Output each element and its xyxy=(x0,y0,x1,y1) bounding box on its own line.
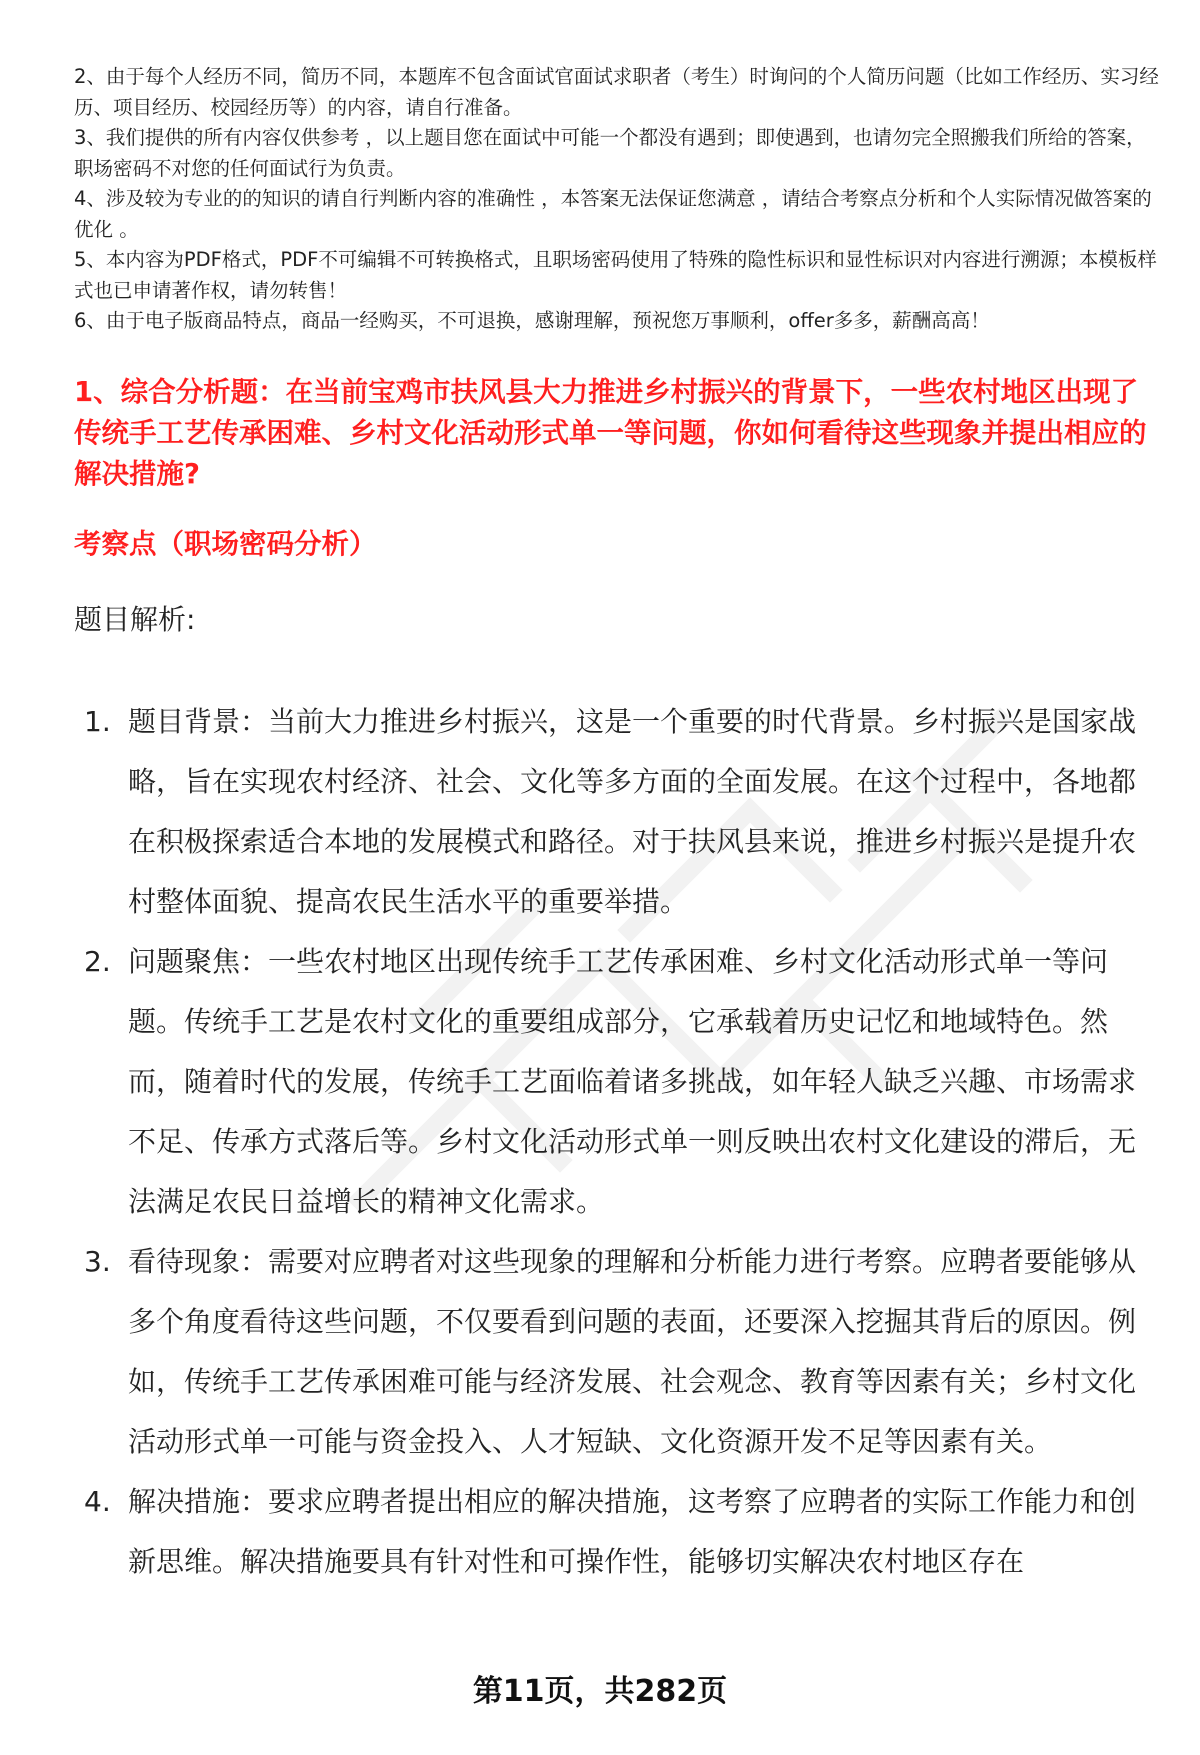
list-item xyxy=(74,1232,1160,1472)
analysis-heading: 题目解析: xyxy=(74,603,196,636)
analysis-list xyxy=(74,692,1160,1592)
list-item-number: 1. xyxy=(84,705,111,738)
list-item-text: 看待现象：需要对应聘者对这些现象的理解和分析能力进行考察。应聘者要能够从多个角度看待这些问题，不仅要看到问题的表面，还要深入挖掘其背后的原因。例如，传统手工艺传承困难可能与经济发展、社会观念、教育等因素有关；乡村文化活动形式单一可能与资金投入、人才短缺、文化资源开发不足等因素有关。 xyxy=(128,1245,1137,1458)
list-item-number: 4. xyxy=(84,1485,111,1518)
note-item: 3、我们提供的所有内容仅供参考 ，以上题目您在面试中可能一个都没有遇到；即使遇到，也请勿完全照搬我们所给的答案，职场密码不对您的任何面试行为负责。 xyxy=(74,126,1146,180)
note-item: 5、本内容为PDF格式，PDF不可编辑不可转换格式，且职场密码使用了特殊的隐性标识和显性标识对内容进行溯源；本模板样式也已申请著作权，请勿转售！ xyxy=(74,248,1157,302)
list-item xyxy=(74,932,1160,1232)
note-item: 6、由于电子版商品特点，商品一经购买，不可退换，感谢理解，预祝您万事顺利，offer多多，薪酬高高！ xyxy=(74,309,990,332)
list-item-text: 问题聚焦：一些农村地区出现传统手工艺传承困难、乡村文化活动形式单一等问题。传统手工艺是农村文化的重要组成部分，它承载着历史记忆和地域特色。然而，随着时代的发展，传统手工艺面临着诸多挑战，如年轻人缺乏兴趣、市场需求不足、传承方式落后等。乡村文化活动形式单一则反映出农村文化建设的滞后，无法满足农民日益增长的精神文化需求。 xyxy=(128,945,1137,1218)
note-item: 2、由于每个人经历不同，简历不同，本题库不包含面试官面试求职者（考生）时询问的个人简历问题（比如工作经历、实习经历、项目经历、校园经历等）的内容，请自行准备。 xyxy=(74,65,1159,119)
list-item xyxy=(74,1472,1160,1592)
list-item xyxy=(74,692,1160,932)
list-item-number: 3. xyxy=(84,1245,111,1278)
disclaimer-notes xyxy=(74,62,1164,337)
list-item-text: 解决措施：要求应聘者提出相应的解决措施，这考察了应聘者的实际工作能力和创新思维。解决措施要具有针对性和可操作性，能够切实解决农村地区存在 xyxy=(128,1485,1137,1578)
note-item: 4、涉及较为专业的的知识的请自行判断内容的准确性 ，本答案无法保证您满意 ，请结合考察点分析和个人实际情况做答案的优化 。 xyxy=(74,187,1152,241)
list-item-number: 2. xyxy=(84,945,111,978)
question-title: 1、综合分析题：在当前宝鸡市扶风县大力推进乡村振兴的背景下，一些农村地区出现了传统手工艺传承困难、乡村文化活动形式单一等问题，你如何看待这些现象并提出相应的解决措施? xyxy=(74,376,1147,490)
page-number-footer: 第11页，共282页 xyxy=(472,1674,728,1709)
section-title: 考察点（职场密码分析） xyxy=(74,528,377,560)
list-item-text: 题目背景：当前大力推进乡村振兴，这是一个重要的时代背景。乡村振兴是国家战略，旨在实现农村经济、社会、文化等多方面的全面发展。在这个过程中，各地都在积极探索适合本地的发展模式和路径。对于扶风县来说，推进乡村振兴是提升农村整体面貌、提高农民生活水平的重要举措。 xyxy=(128,705,1137,918)
